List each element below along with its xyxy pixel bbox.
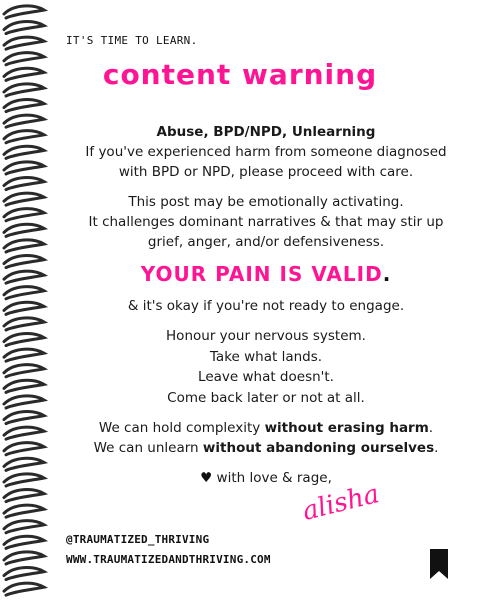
- social-handle[interactable]: @TRAUMATIZED_THRIVING: [66, 533, 210, 546]
- subheading: Abuse, BPD/NPD, Unlearning: [156, 124, 376, 140]
- main-content: [52, 122, 480, 488]
- binding-ring: [4, 302, 44, 314]
- para4-line2: [52, 438, 480, 458]
- binding-ring: [4, 256, 44, 268]
- binding-ring: [4, 318, 44, 330]
- binding-ring: [4, 505, 44, 517]
- binding-ring: [4, 178, 44, 190]
- binding-ring: [4, 162, 44, 174]
- binding-ring: [4, 521, 44, 533]
- binding-ring: [4, 536, 44, 548]
- para4-line1: [52, 418, 480, 438]
- binding-ring: [4, 365, 44, 377]
- website-link[interactable]: WWW.TRAUMATIZEDANDTHRIVING.COM: [66, 553, 271, 566]
- para4-line2-bold: without abandoning ourselves: [202, 440, 435, 456]
- binding-ring: [4, 552, 44, 564]
- list-item: Leave what doesn't.: [198, 369, 334, 385]
- signoff-text: with love & rage,: [216, 470, 332, 486]
- black-heart-icon: ♥: [200, 470, 213, 486]
- binding-ring: [4, 380, 44, 392]
- binding-ring: [4, 6, 44, 18]
- binding-ring: [4, 474, 44, 486]
- binding-ring: [4, 349, 44, 361]
- binding-ring: [4, 490, 44, 502]
- para3: & it's okay if you're not ready to engage.: [127, 298, 405, 314]
- binding-ring: [4, 22, 44, 34]
- list-item: Take what lands.: [209, 348, 323, 365]
- binding-ring: [4, 271, 44, 283]
- binding-ring: [4, 568, 44, 580]
- para4-line2-end: .: [434, 440, 439, 456]
- binding-ring: [4, 443, 44, 455]
- binding-ring: [4, 209, 44, 221]
- binding-ring: [4, 287, 44, 299]
- binding-ring: [4, 146, 44, 158]
- bookmark-icon[interactable]: [428, 548, 450, 580]
- binding-ring: [4, 37, 44, 49]
- list-item: Come back later or not at all.: [167, 389, 365, 406]
- binding-ring: [4, 100, 44, 112]
- binding-ring: [4, 115, 44, 127]
- reminder-list: [52, 326, 480, 408]
- footer-handles: [66, 530, 271, 570]
- para4-line1-plain: We can hold complexity: [98, 420, 265, 436]
- eyebrow-text: IT'S TIME TO LEARN.: [66, 34, 198, 47]
- binding-ring: [4, 427, 44, 439]
- para4-line1-bold: without erasing harm: [264, 420, 429, 436]
- para2-line3: grief, anger, and/or defensiveness.: [147, 234, 385, 250]
- binding-ring: [4, 334, 44, 346]
- binding-ring: [4, 131, 44, 143]
- para4-line2-plain: We can unlearn: [93, 440, 203, 456]
- signature: alisha: [299, 479, 383, 527]
- page-title: content warning: [102, 58, 378, 91]
- para1-line1: If you've experienced harm from someone diagnosed: [85, 144, 447, 160]
- binding-ring: [4, 240, 44, 252]
- binding-ring: [4, 583, 44, 595]
- para4-line1-end: .: [428, 420, 434, 436]
- binding-ring: [4, 412, 44, 424]
- binding-ring: [4, 224, 44, 236]
- list-item: Honour your nervous system.: [166, 328, 366, 344]
- emphasis-punct: .: [382, 262, 392, 286]
- emphasis-text: YOUR PAIN IS VALID: [140, 262, 383, 286]
- para1-line2: with BPD or NPD, please proceed with care.: [118, 164, 414, 180]
- binding-ring: [4, 396, 44, 408]
- binding-ring: [4, 193, 44, 205]
- signoff-line: [52, 468, 480, 488]
- para2-line2: It challenges dominant narratives & that may stir up: [88, 214, 444, 230]
- binding-ring: [4, 458, 44, 470]
- para2-line1: This post may be emotionally activating.: [128, 194, 404, 210]
- emphasis-heading: [52, 264, 480, 284]
